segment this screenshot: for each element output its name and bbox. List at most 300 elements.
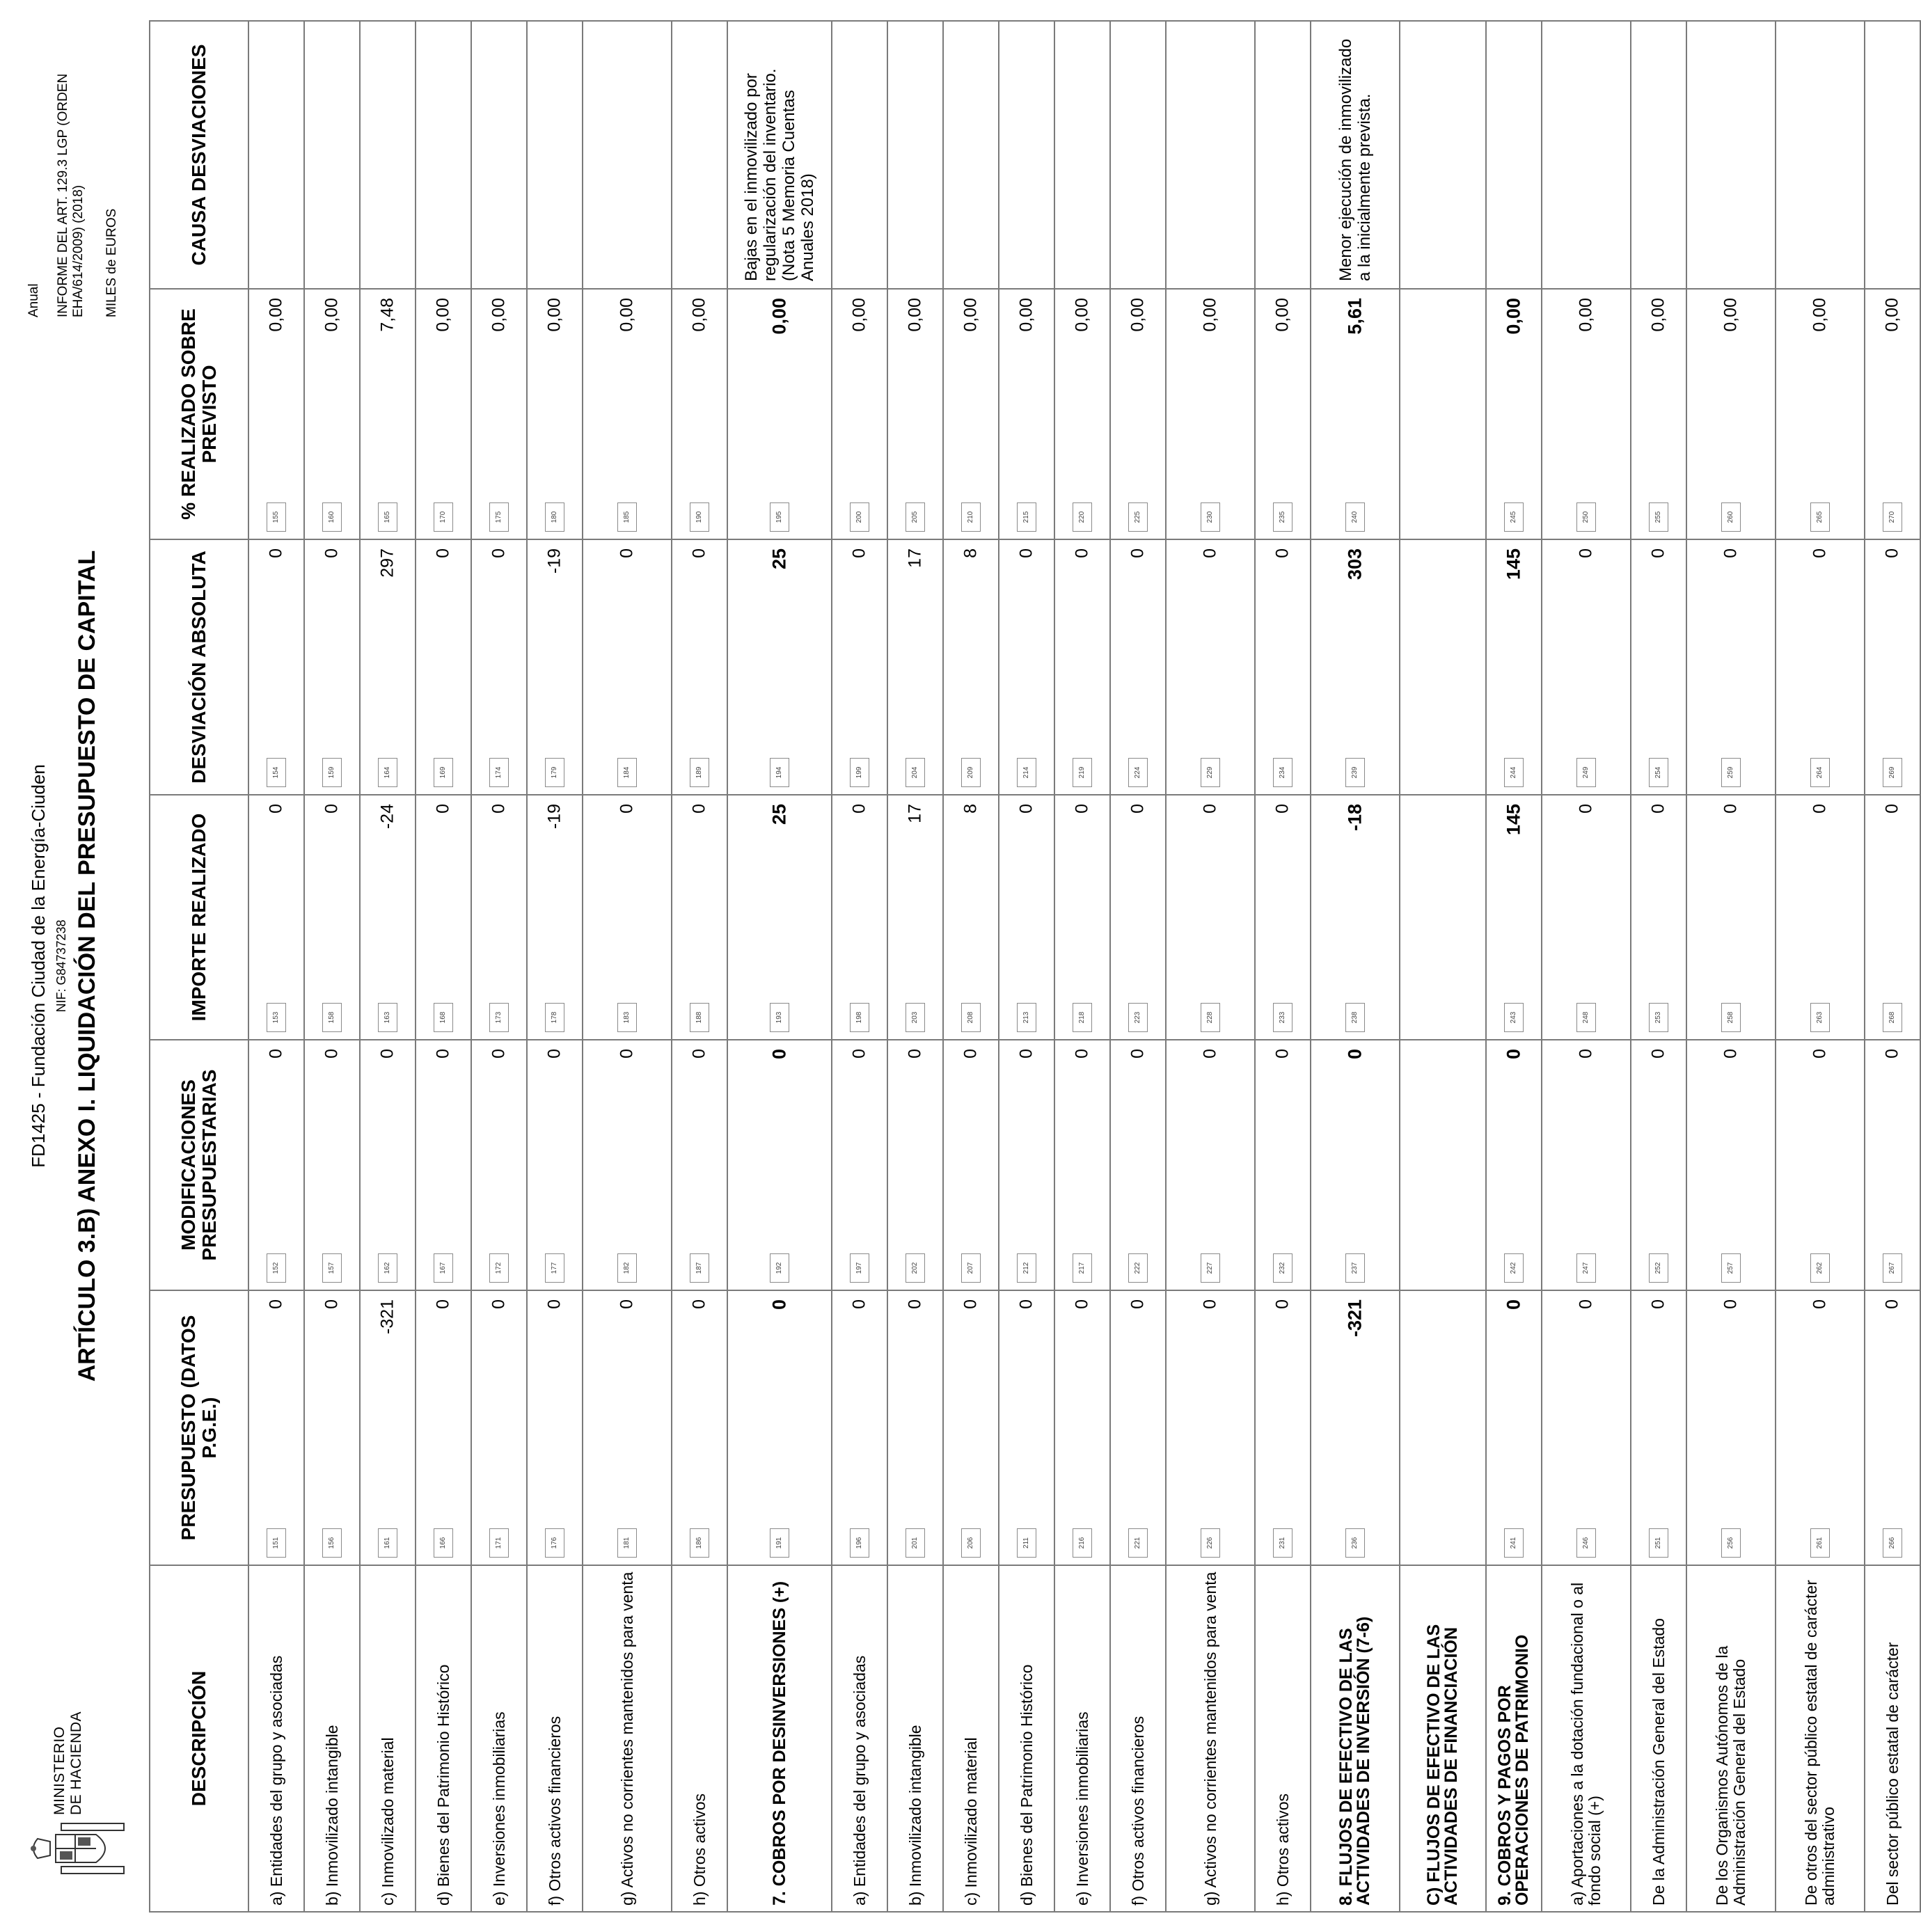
cell-value: 0 — [544, 1299, 564, 1309]
value-cell — [672, 289, 727, 539]
deviation-cause — [1865, 21, 1920, 289]
cell-value: 0 — [1128, 548, 1148, 558]
field-code: 186 — [690, 1528, 709, 1558]
field-code: 178 — [545, 1003, 564, 1032]
cell-value: 0,00 — [768, 298, 790, 335]
table-row — [527, 21, 583, 1912]
column-header: DESCRIPCIÓN — [150, 1565, 248, 1912]
field-code: 204 — [906, 758, 925, 787]
row-description: c) Inmovilizado material — [943, 1565, 999, 1912]
cell-value: -19 — [544, 804, 564, 830]
cell-value: 0 — [1200, 804, 1220, 814]
deviation-cause — [1686, 21, 1776, 289]
deviation-cause: Bajas en el inmovilizado por regularización del inventario. (Nota 5 Memoria Cuentas Anuales 2018) — [727, 21, 832, 289]
field-code: 260 — [1721, 502, 1741, 532]
table-row — [471, 21, 527, 1912]
field-code: 254 — [1649, 758, 1668, 787]
field-code: 224 — [1128, 758, 1148, 787]
field-code: 264 — [1810, 758, 1830, 787]
cell-value: 0 — [322, 804, 342, 814]
value-cell — [943, 795, 999, 1040]
table-row — [1255, 21, 1311, 1912]
field-code: 166 — [434, 1528, 453, 1558]
field-code: 208 — [961, 1003, 981, 1032]
value-cell — [832, 795, 887, 1040]
deviation-cause — [1166, 21, 1255, 289]
field-code: 232 — [1273, 1253, 1292, 1283]
value-cell — [1631, 539, 1686, 795]
column-header: MODIFICACIONES PRESUPUESTARIAS — [150, 1040, 248, 1290]
cell-value: 0,00 — [266, 298, 286, 332]
field-code: 171 — [489, 1528, 509, 1558]
value-cell — [527, 1040, 583, 1290]
cell-value: 0,00 — [849, 298, 869, 332]
field-code: 200 — [850, 502, 869, 532]
cell-value: 0 — [322, 1049, 342, 1059]
field-code: 154 — [267, 758, 286, 787]
field-code: 187 — [690, 1253, 709, 1283]
value-cell — [527, 539, 583, 795]
table-row — [1865, 21, 1920, 1912]
table-row — [1631, 21, 1686, 1912]
value-cell — [1054, 795, 1110, 1040]
field-code: 209 — [961, 758, 981, 787]
field-code: 225 — [1128, 502, 1148, 532]
cell-value: 145 — [1503, 804, 1524, 836]
value-cell — [943, 1290, 999, 1565]
value-cell — [1631, 1290, 1686, 1565]
value-cell — [1776, 1040, 1865, 1290]
cell-value: 0 — [960, 1049, 981, 1059]
field-code: 244 — [1504, 758, 1524, 787]
cell-value: 0,00 — [617, 298, 637, 332]
value-cell — [1311, 795, 1400, 1040]
field-code: 221 — [1128, 1528, 1148, 1558]
cell-value: 0 — [1882, 1049, 1902, 1059]
cell-value: 0,00 — [1128, 298, 1148, 332]
deviation-cause — [1110, 21, 1166, 289]
field-code: 191 — [770, 1528, 789, 1558]
row-description: b) Inmovilizado intangible — [887, 1565, 943, 1912]
cell-value: 0 — [617, 804, 637, 814]
value-cell — [1776, 795, 1865, 1040]
value-cell — [999, 1040, 1054, 1290]
field-code: 262 — [1810, 1253, 1830, 1283]
field-code: 233 — [1273, 1003, 1292, 1032]
deviation-cause — [887, 21, 943, 289]
cell-value: 0,00 — [1072, 298, 1092, 332]
field-code: 159 — [322, 758, 342, 787]
cell-value: 0 — [489, 1049, 509, 1059]
value-cell — [471, 539, 527, 795]
cell-value: 8 — [960, 804, 981, 814]
value-cell — [583, 1040, 672, 1290]
cell-value: 0 — [1648, 1049, 1668, 1059]
value-cell — [1110, 1290, 1166, 1565]
field-code: 190 — [690, 502, 709, 532]
value-cell — [1255, 1040, 1311, 1290]
field-code: 263 — [1810, 1003, 1830, 1032]
field-code: 265 — [1810, 502, 1830, 532]
field-code: 151 — [267, 1528, 286, 1558]
field-code: 247 — [1576, 1253, 1596, 1283]
field-code: 246 — [1576, 1528, 1596, 1558]
cell-value: 0 — [1128, 1049, 1148, 1059]
value-cell — [416, 289, 471, 539]
value-cell — [360, 539, 416, 795]
field-code: 199 — [850, 758, 869, 787]
table-row — [1542, 21, 1631, 1912]
column-header: IMPORTE REALIZADO — [150, 795, 248, 1040]
value-cell — [1686, 1290, 1776, 1565]
cell-value: 303 — [1344, 548, 1366, 580]
cell-value: 0 — [1200, 1049, 1220, 1059]
value-cell — [832, 1290, 887, 1565]
field-code: 158 — [322, 1003, 342, 1032]
field-code: 218 — [1073, 1003, 1092, 1032]
table-row — [1686, 21, 1776, 1912]
cell-value: 0 — [266, 1049, 286, 1059]
empty-cell — [1400, 289, 1486, 539]
value-cell — [583, 289, 672, 539]
value-cell — [1110, 539, 1166, 795]
deviation-cause — [248, 21, 304, 289]
value-cell — [1486, 1040, 1542, 1290]
cell-value: -321 — [1344, 1299, 1366, 1338]
value-cell — [1631, 795, 1686, 1040]
field-code: 242 — [1504, 1253, 1524, 1283]
field-code: 248 — [1576, 1003, 1596, 1032]
cell-value: 0 — [1016, 548, 1036, 558]
table-row — [360, 21, 416, 1912]
value-cell — [1255, 289, 1311, 539]
cell-value: 0,00 — [905, 298, 925, 332]
cell-value: 0 — [433, 1049, 453, 1059]
column-header: CAUSA DESVIACIONES — [150, 21, 248, 289]
cell-value: 0 — [1272, 548, 1292, 558]
deviation-cause — [1486, 21, 1542, 289]
cell-value: 0 — [960, 1299, 981, 1309]
deviation-cause — [1255, 21, 1311, 289]
cell-value: 0 — [905, 1049, 925, 1059]
cell-value: 0 — [1721, 804, 1741, 814]
report-period: Anual — [26, 283, 41, 317]
value-cell — [1110, 289, 1166, 539]
cell-value: 0 — [689, 548, 709, 558]
value-cell — [727, 1040, 832, 1290]
value-cell — [1311, 1290, 1400, 1565]
cell-value: 0 — [489, 548, 509, 558]
field-code: 156 — [322, 1528, 342, 1558]
cell-value: 0 — [1810, 804, 1830, 814]
table-row — [248, 21, 304, 1912]
value-cell — [1542, 1290, 1631, 1565]
value-cell — [583, 539, 672, 795]
empty-cell — [1400, 539, 1486, 795]
units-label: MILES de EUROS — [104, 208, 119, 317]
field-code: 249 — [1576, 758, 1596, 787]
value-cell — [672, 1040, 727, 1290]
row-description: 8. FLUJOS DE EFECTIVO DE LAS ACTIVIDADES DE INVERSIÓN (7-6) — [1311, 1565, 1400, 1912]
cell-value: 0 — [1648, 804, 1668, 814]
cell-value: 0 — [1576, 548, 1596, 558]
cell-value: 0 — [433, 804, 453, 814]
field-code: 168 — [434, 1003, 453, 1032]
cell-value: -24 — [377, 804, 397, 830]
value-cell — [1686, 1040, 1776, 1290]
value-cell — [248, 1040, 304, 1290]
value-cell — [1542, 289, 1631, 539]
table-row — [304, 21, 360, 1912]
cell-value: 0 — [1576, 1299, 1596, 1309]
empty-cell — [1400, 1040, 1486, 1290]
field-code: 153 — [267, 1003, 286, 1032]
field-code: 180 — [545, 502, 564, 532]
field-code: 210 — [961, 502, 981, 532]
value-cell — [304, 1040, 360, 1290]
cell-value: 0 — [1128, 804, 1148, 814]
field-code: 192 — [770, 1253, 789, 1283]
cell-value: -18 — [1344, 804, 1366, 832]
field-code: 203 — [906, 1003, 925, 1032]
row-description: c) Inmovilizado material — [360, 1565, 416, 1912]
column-header: DESVIACIÓN ABSOLUTA — [150, 539, 248, 795]
value-cell — [727, 539, 832, 795]
value-cell — [887, 539, 943, 795]
cell-value: 17 — [905, 548, 925, 568]
cell-value: 0 — [1882, 1299, 1902, 1309]
value-cell — [1110, 1040, 1166, 1290]
field-code: 234 — [1273, 758, 1292, 787]
cell-value: 0 — [768, 1049, 790, 1060]
field-code: 206 — [961, 1528, 981, 1558]
deviation-cause — [583, 21, 672, 289]
value-cell — [1776, 1290, 1865, 1565]
field-code: 215 — [1017, 502, 1036, 532]
row-description: De los Organismos Autónomos de la Administración General del Estado — [1686, 1565, 1776, 1912]
document-title: ARTÍCULO 3.B) ANEXO I. LIQUIDACIÓN DEL PRESUPUESTO DE CAPITAL — [74, 550, 100, 1382]
field-code: 266 — [1883, 1528, 1902, 1558]
field-code: 235 — [1273, 502, 1292, 532]
value-cell — [999, 1290, 1054, 1565]
value-cell — [1486, 539, 1542, 795]
cell-value: 0 — [849, 548, 869, 558]
row-description: Del sector público estatal de carácter — [1865, 1565, 1920, 1912]
field-code: 237 — [1345, 1253, 1365, 1283]
field-code: 243 — [1504, 1003, 1524, 1032]
value-cell — [887, 795, 943, 1040]
value-cell — [1054, 1040, 1110, 1290]
deviation-cause — [360, 21, 416, 289]
cell-value: 0 — [617, 548, 637, 558]
value-cell — [672, 795, 727, 1040]
value-cell — [672, 1290, 727, 1565]
cell-value: 0 — [266, 804, 286, 814]
cell-value: 0 — [1810, 1049, 1830, 1059]
field-code: 214 — [1017, 758, 1036, 787]
value-cell — [248, 539, 304, 795]
organization-title: FD1425 - Fundación Ciudad de la Energía-Ciuden — [28, 764, 49, 1168]
deviation-cause — [304, 21, 360, 289]
cell-value: 0 — [1810, 1299, 1830, 1309]
cell-value: 0 — [689, 804, 709, 814]
value-cell — [471, 1040, 527, 1290]
cell-value: 0 — [544, 1049, 564, 1059]
field-code: 155 — [267, 502, 286, 532]
field-code: 213 — [1017, 1003, 1036, 1032]
table-row — [727, 21, 832, 1912]
value-cell — [999, 539, 1054, 795]
field-code: 198 — [850, 1003, 869, 1032]
cell-value: 0 — [617, 1049, 637, 1059]
field-code: 183 — [617, 1003, 637, 1032]
field-code: 261 — [1810, 1528, 1830, 1558]
table-row — [1054, 21, 1110, 1912]
value-cell — [1542, 795, 1631, 1040]
cell-value: 0,00 — [1272, 298, 1292, 332]
table-row — [1486, 21, 1542, 1912]
field-code: 181 — [617, 1528, 637, 1558]
table-row — [887, 21, 943, 1912]
value-cell — [1166, 1290, 1255, 1565]
row-description: 7. COBROS POR DESINVERSIONES (+) — [727, 1565, 832, 1912]
cell-value: 17 — [905, 804, 925, 823]
ministry-line-2: DE HACIENDA — [68, 1711, 84, 1815]
field-code: 228 — [1201, 1003, 1220, 1032]
field-code: 173 — [489, 1003, 509, 1032]
value-cell — [583, 1290, 672, 1565]
cell-value: 0 — [1576, 1049, 1596, 1059]
cell-value: 25 — [768, 804, 790, 825]
cell-value: 0 — [1072, 1049, 1092, 1059]
field-code: 165 — [378, 502, 397, 532]
cell-value: 0 — [1344, 1049, 1366, 1060]
field-code: 245 — [1504, 502, 1524, 532]
cell-value: 5,61 — [1344, 298, 1366, 335]
value-cell — [672, 539, 727, 795]
cell-value: 0 — [768, 1299, 790, 1311]
cell-value: 0,00 — [544, 298, 564, 332]
field-code: 212 — [1017, 1253, 1036, 1283]
value-cell — [999, 795, 1054, 1040]
value-cell — [360, 1290, 416, 1565]
field-code: 239 — [1345, 758, 1365, 787]
row-description: a) Aportaciones a la dotación fundacional o al fondo social (+) — [1542, 1565, 1631, 1912]
value-cell — [1311, 1040, 1400, 1290]
value-cell — [304, 1290, 360, 1565]
cell-value: 0 — [433, 548, 453, 558]
value-cell — [1776, 539, 1865, 795]
cell-value: 0,00 — [433, 298, 453, 332]
value-cell — [1110, 795, 1166, 1040]
value-cell — [1542, 1040, 1631, 1290]
value-cell — [999, 289, 1054, 539]
tax-id: NIF: G84737238 — [54, 919, 68, 1013]
value-cell — [416, 1040, 471, 1290]
table-row — [1400, 21, 1486, 1912]
deviation-cause — [471, 21, 527, 289]
field-code: 201 — [906, 1528, 925, 1558]
cell-value: 8 — [960, 548, 981, 558]
table-row — [1110, 21, 1166, 1912]
field-code: 255 — [1649, 502, 1668, 532]
value-cell — [1255, 539, 1311, 795]
value-cell — [416, 539, 471, 795]
table-row — [943, 21, 999, 1912]
field-code: 188 — [690, 1003, 709, 1032]
table-row — [583, 21, 672, 1912]
cell-value: 0,00 — [1576, 298, 1596, 332]
value-cell — [1311, 289, 1400, 539]
cell-value: 145 — [1503, 548, 1524, 580]
table-row — [672, 21, 727, 1912]
row-description: f) Otros activos financieros — [527, 1565, 583, 1912]
field-code: 236 — [1345, 1528, 1365, 1558]
value-cell — [1686, 539, 1776, 795]
table-row — [999, 21, 1054, 1912]
cell-value: 0,00 — [1503, 298, 1524, 335]
cell-value: 0 — [849, 1049, 869, 1059]
field-code: 152 — [267, 1253, 286, 1283]
row-description: h) Otros activos — [1255, 1565, 1311, 1912]
cell-value: 0,00 — [489, 298, 509, 332]
capital-budget-table — [149, 20, 1921, 1913]
value-cell — [583, 795, 672, 1040]
value-cell — [360, 1040, 416, 1290]
empty-cell — [1400, 795, 1486, 1040]
cell-value: 0 — [489, 804, 509, 814]
field-code: 219 — [1073, 758, 1092, 787]
cell-value: 0,00 — [1200, 298, 1220, 332]
cell-value: 0 — [1272, 1049, 1292, 1059]
value-cell — [1631, 289, 1686, 539]
cell-value: 0 — [1016, 1299, 1036, 1309]
value-cell — [1166, 1040, 1255, 1290]
field-code: 194 — [770, 758, 789, 787]
cell-value: 0 — [905, 1299, 925, 1309]
cell-value: 0 — [617, 1299, 637, 1309]
field-code: 163 — [378, 1003, 397, 1032]
value-cell — [727, 795, 832, 1040]
field-code: 205 — [906, 502, 925, 532]
cell-value: -19 — [544, 548, 564, 574]
deviation-cause: Menor ejecución de inmovilizado a la inicialmente prevista. — [1311, 21, 1400, 289]
row-description: e) Inversiones inmobiliarias — [471, 1565, 527, 1912]
value-cell — [832, 289, 887, 539]
field-code: 269 — [1883, 758, 1902, 787]
field-code: 179 — [545, 758, 564, 787]
cell-value: 0 — [849, 1299, 869, 1309]
value-cell — [727, 1290, 832, 1565]
row-description: f) Otros activos financieros — [1110, 1565, 1166, 1912]
field-code: 202 — [906, 1253, 925, 1283]
field-code: 222 — [1128, 1253, 1148, 1283]
value-cell — [304, 795, 360, 1040]
field-code: 270 — [1883, 502, 1902, 532]
field-code: 253 — [1649, 1003, 1668, 1032]
field-code: 167 — [434, 1253, 453, 1283]
row-description: De otros del sector público estatal de carácter administrativo — [1776, 1565, 1865, 1912]
row-description: a) Entidades del grupo y asociadas — [248, 1565, 304, 1912]
field-code: 268 — [1883, 1003, 1902, 1032]
field-code: 157 — [322, 1253, 342, 1283]
deviation-cause — [943, 21, 999, 289]
cell-value: 0 — [1272, 1299, 1292, 1309]
value-cell — [248, 1290, 304, 1565]
cell-value: 297 — [377, 548, 397, 578]
deviation-cause — [1631, 21, 1686, 289]
field-code: 211 — [1017, 1528, 1036, 1558]
